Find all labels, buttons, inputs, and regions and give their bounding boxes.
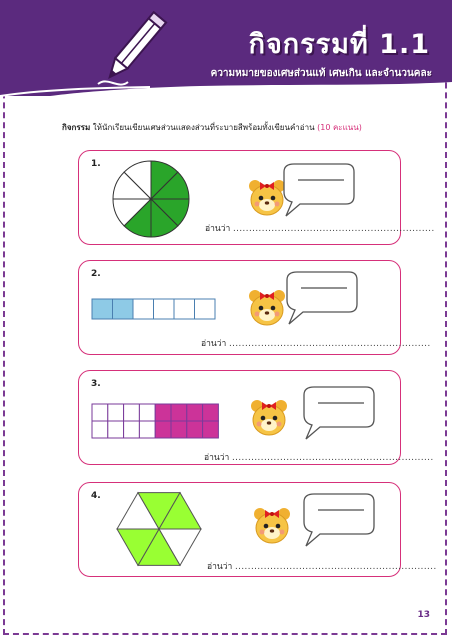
- grid-cell: [92, 404, 108, 421]
- pencil-icon: [88, 6, 178, 96]
- exercise-number: 1.: [91, 159, 101, 169]
- bar-cell: [133, 299, 154, 319]
- read-as-label: อ่านว่า: [201, 339, 227, 349]
- bear-eye: [259, 306, 264, 311]
- page-title: กิจกรรมที่ 1.1: [248, 29, 430, 60]
- grid-cell: [108, 421, 124, 438]
- grid-cell: [171, 404, 187, 421]
- bear-bow-knot: [270, 512, 274, 516]
- instruction-score: (10 คะแนน): [317, 123, 362, 132]
- bear-mascot-icon: [248, 394, 290, 438]
- bear-bow-knot: [267, 404, 271, 408]
- bear-cheek: [255, 202, 260, 207]
- bar-cell: [174, 299, 195, 319]
- page-number: 13: [417, 610, 430, 620]
- bubble-outline: [284, 164, 354, 216]
- bear-muzzle: [259, 199, 275, 211]
- read-as-label: อ่านว่า: [204, 453, 230, 463]
- bear-mascot-icon: [251, 502, 293, 546]
- bear-cheek: [275, 312, 280, 317]
- bear-muzzle: [259, 309, 275, 321]
- bear-muzzle: [261, 419, 277, 431]
- bear-cheek: [257, 422, 262, 427]
- grid-cell: [139, 421, 155, 438]
- bar-cell: [113, 299, 134, 319]
- bear-cheek: [275, 202, 280, 207]
- grid-cell: [155, 421, 171, 438]
- grid-cell: [139, 404, 155, 421]
- bubble-outline: [304, 387, 374, 439]
- bear-eye: [259, 196, 264, 201]
- exercise-number: 2.: [91, 269, 101, 279]
- read-as-line: [205, 221, 435, 235]
- fraction-grid-figure: [92, 403, 222, 443]
- bear-nose: [265, 311, 269, 314]
- bear-nose: [270, 529, 274, 532]
- bar-cell: [195, 299, 216, 319]
- grid-cell: [124, 421, 140, 438]
- bear-eye: [261, 416, 266, 421]
- fraction-hexagon-figure: [109, 485, 209, 573]
- speech-bubble[interactable]: [300, 490, 376, 550]
- bear-eye: [271, 306, 276, 311]
- bear-cheek: [260, 530, 265, 535]
- bear-nose: [267, 421, 271, 424]
- read-as-label: อ่านว่า: [207, 562, 233, 572]
- bear-cheek: [280, 530, 285, 535]
- grid-cell: [171, 421, 187, 438]
- bear-muzzle: [264, 527, 280, 539]
- answer-dots[interactable]: ...............................................................: [228, 339, 431, 349]
- grid-cell: [187, 404, 203, 421]
- bear-eye: [276, 524, 281, 529]
- fraction-circle-figure: [111, 159, 191, 239]
- read-as-line: [201, 336, 431, 350]
- grid-cell: [203, 404, 219, 421]
- header-banner: [0, 0, 452, 96]
- bear-cheek: [277, 422, 282, 427]
- speech-bubble[interactable]: [300, 383, 376, 443]
- answer-dots[interactable]: ...............................................................: [231, 453, 434, 463]
- instruction-text: ให้นักเรียนเขียนเศษส่วนแสดงส่วนที่ระบายสีพร้อมทั้งเขียนคำอ่าน: [92, 123, 315, 132]
- bear-bow-knot: [265, 184, 269, 188]
- answer-dots[interactable]: ...............................................................: [234, 562, 437, 572]
- grid-cell: [155, 404, 171, 421]
- instruction-label: กิจกรรม: [62, 123, 91, 132]
- grid-cell: [92, 421, 108, 438]
- answer-dots[interactable]: ...............................................................: [232, 224, 435, 234]
- speech-bubble[interactable]: [283, 268, 359, 328]
- grid-cell: [108, 404, 124, 421]
- read-as-line: [204, 450, 434, 464]
- page-subtitle: ความหมายของเศษส่วนแท้ เศษเกิน และจำนวนคละ: [210, 68, 432, 79]
- bubble-outline: [304, 494, 374, 546]
- bear-nose: [265, 201, 269, 204]
- grid-cell: [203, 421, 219, 438]
- speech-bubble[interactable]: [280, 160, 356, 220]
- read-as-line: [207, 559, 437, 573]
- bear-eye: [273, 416, 278, 421]
- bar-cell: [154, 299, 175, 319]
- grid-cell: [187, 421, 203, 438]
- exercise-number: 4.: [91, 491, 101, 501]
- bear-eye: [271, 196, 276, 201]
- bear-eye: [264, 524, 269, 529]
- bear-mascot-icon: [246, 284, 288, 328]
- instruction-line: [62, 121, 362, 134]
- exercise-number: 3.: [91, 379, 101, 389]
- read-as-label: อ่านว่า: [205, 224, 231, 234]
- bar-cell: [92, 299, 113, 319]
- bubble-outline: [287, 272, 357, 324]
- bear-cheek: [255, 312, 260, 317]
- grid-cell: [124, 404, 140, 421]
- bear-bow-knot: [265, 294, 269, 298]
- fraction-bar-figure: [92, 298, 222, 320]
